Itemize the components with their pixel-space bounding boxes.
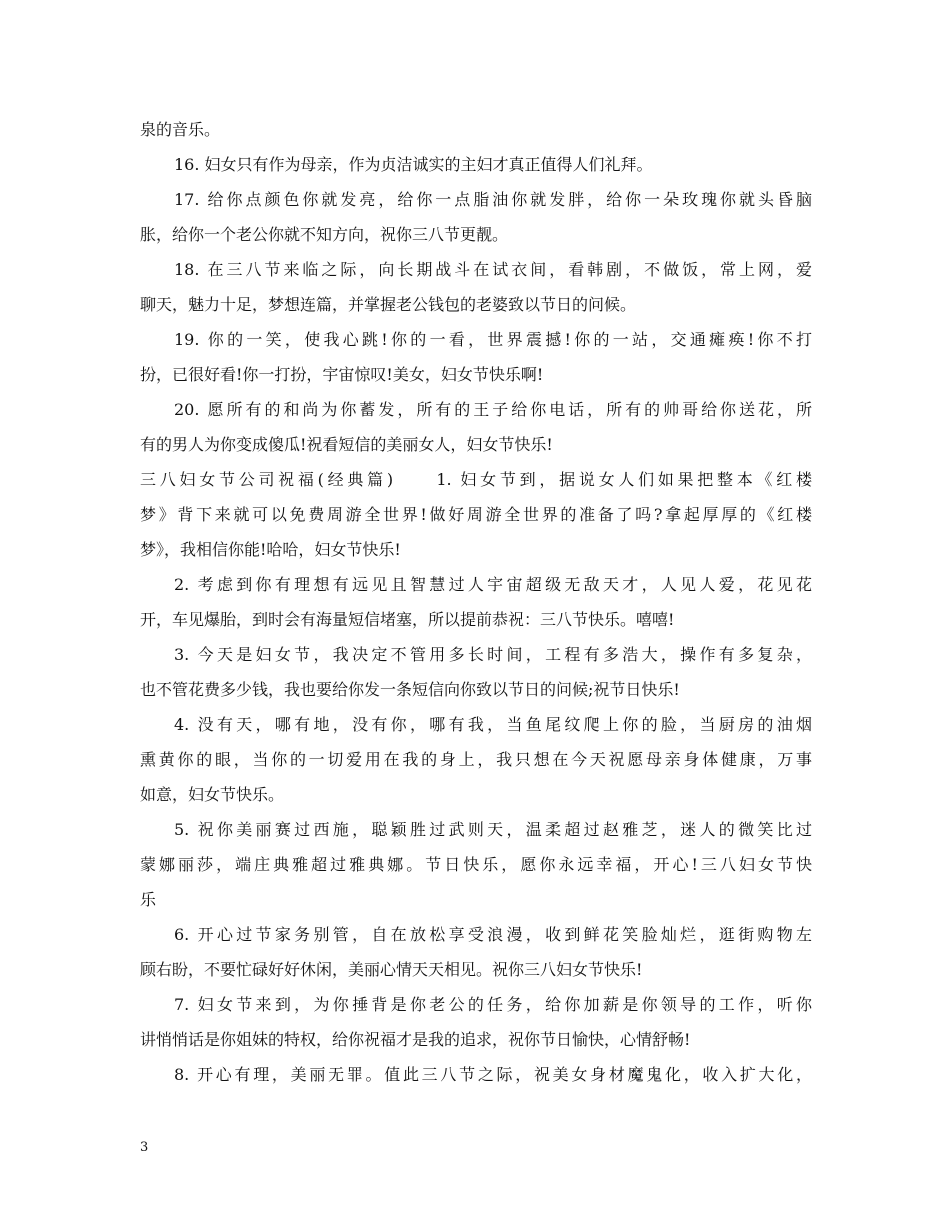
text-line: 开，车见爆胎，到时会有海量短信堵塞，所以提前恭祝：三八节快乐。嘻嘻!: [140, 610, 675, 629]
text-line: 三八妇女节公司祝福(经典篇) 1. 妇女节到，据说女人们如果把整本《红楼: [140, 470, 812, 489]
text-line: 3. 今天是妇女节，我决定不管用多长时间，工程有多浩大，操作有多复杂，: [174, 645, 812, 664]
text-line: 泉的音乐。: [140, 120, 221, 139]
text-line: 胀，给你一个老公你就不知方向，祝你三八节更靓。: [140, 225, 509, 244]
text-line: 乐: [140, 890, 157, 909]
text-line: 7. 妇女节来到，为你捶背是你老公的任务，给你加薪是你领导的工作，听你: [174, 995, 812, 1014]
page-number: 3: [140, 1140, 149, 1155]
text-line: 5. 祝你美丽赛过西施，聪颖胜过武则天，温柔超过赵雅芝，迷人的微笑比过: [174, 820, 812, 839]
text-line: 有的男人为你变成傻瓜!祝看短信的美丽女人，妇女节快乐!: [140, 435, 553, 454]
text-line: 如意，妇女节快乐。: [140, 785, 285, 804]
text-line: 17. 给你点颜色你就发亮，给你一点脂油你就发胖，给你一朵玫瑰你就头昏脑: [174, 190, 812, 209]
text-line: 扮，已很好看!你一打扮，宇宙惊叹!美女，妇女节快乐啊!: [140, 365, 544, 384]
text-line: 20. 愿所有的和尚为你蓄发，所有的王子给你电话，所有的帅哥给你送花，所: [174, 400, 812, 419]
text-line: 6. 开心过节家务别管，自在放松享受浪漫，收到鲜花笑脸灿烂，逛街购物左: [174, 925, 812, 944]
text-line: 19. 你的一笑，使我心跳!你的一看，世界震撼!你的一站，交通瘫痪!你不打: [174, 330, 812, 349]
text-line: 也不管花费多少钱，我也要给你发一条短信向你致以节日的问候;祝节日快乐!: [140, 680, 680, 699]
text-line: 讲悄悄话是你姐妹的特权，给你祝福才是我的追求，祝你节日愉快，心情舒畅!: [140, 1030, 691, 1049]
text-line: 4. 没有天，哪有地，没有你，哪有我，当鱼尾纹爬上你的脸，当厨房的油烟: [174, 715, 812, 734]
text-line: 2. 考虑到你有理想有远见且智慧过人宇宙超级无敌天才，人见人爱，花见花: [174, 575, 812, 594]
text-line: 梦》背下来就可以免费周游全世界!做好周游全世界的准备了吗?拿起厚厚的《红楼: [140, 505, 812, 524]
text-line: 16. 妇女只有作为母亲，作为贞洁诚实的主妇才真正值得人们礼拜。: [174, 155, 653, 174]
text-line: 8. 开心有理，美丽无罪。值此三八节之际，祝美女身材魔鬼化，收入扩大化，: [174, 1065, 812, 1084]
text-line: 熏黄你的眼，当你的一切爱用在我的身上，我只想在今天祝愿母亲身体健康，万事: [140, 750, 812, 769]
text-line: 聊天，魅力十足，梦想连篇，并掌握老公钱包的老婆致以节日的问候。: [140, 295, 637, 314]
text-line: 梦》，我相信你能!哈哈，妇女节快乐!: [140, 540, 401, 559]
text-line: 18. 在三八节来临之际，向长期战斗在试衣间，看韩剧，不做饭，常上网，爱: [174, 260, 812, 279]
text-line: 顾右盼，不要忙碌好好休闲，美丽心情天天相见。祝你三八妇女节快乐!: [140, 960, 643, 979]
text-line: 蒙娜丽莎，端庄典雅超过雅典娜。节日快乐，愿你永远幸福，开心!三八妇女节快: [140, 855, 812, 874]
